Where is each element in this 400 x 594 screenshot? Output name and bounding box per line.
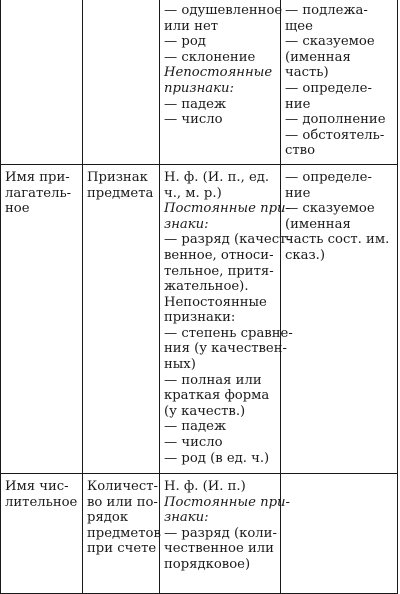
cell-text-line: чественное или bbox=[164, 541, 274, 557]
cell-text-line: или нет bbox=[164, 18, 219, 34]
cell-text-line: Непостоянные bbox=[164, 65, 273, 81]
cell-text-line: ное bbox=[5, 201, 30, 217]
cell-text-line: часть) bbox=[285, 65, 329, 81]
cell-text-line: ния (у качествен- bbox=[164, 341, 287, 357]
cell-text-line: признаки: bbox=[164, 310, 236, 326]
cell-text-line: предмета bbox=[87, 185, 154, 201]
part-of-speech-cell bbox=[1, 473, 83, 593]
cell-text-line: Н. ф. (И. п., ед. bbox=[164, 169, 270, 185]
table-row bbox=[1, 164, 398, 473]
cell-text-line: лагатель- bbox=[5, 185, 72, 201]
cell-text-line: сказ.) bbox=[285, 247, 326, 263]
table-row bbox=[1, 0, 398, 164]
cell-text-line: — разряд (коли- bbox=[164, 525, 277, 541]
cell-text-line: — сказуемое bbox=[285, 201, 375, 217]
cell-text-line: жательное). bbox=[164, 279, 249, 295]
cell-text-line: — подлежа- bbox=[285, 3, 368, 18]
cell-text-line: Непостоянные bbox=[164, 294, 267, 310]
cell-text-line: часть сост. им. bbox=[285, 232, 390, 248]
cell-text-line: — склонение bbox=[164, 49, 256, 65]
table-row bbox=[1, 473, 398, 593]
cell-text-line: знаки: bbox=[164, 510, 209, 526]
part-of-speech-cell bbox=[1, 0, 83, 164]
cell-text-line: ч., м. р.) bbox=[164, 185, 222, 201]
cell-text-line: — одушевленное bbox=[164, 3, 283, 18]
part-of-speech-cell bbox=[1, 164, 83, 473]
cell-text-line: при счете bbox=[87, 541, 157, 557]
meaning-cell bbox=[83, 0, 160, 164]
cell-text-line: Имя при- bbox=[5, 169, 70, 185]
morphological-features-cell bbox=[160, 164, 293, 473]
cell-text-line: — определе- bbox=[285, 169, 372, 185]
cell-text-line: — падеж bbox=[164, 419, 227, 435]
cell-text-line: — определе- bbox=[285, 80, 372, 96]
cell-text-line: — полная или bbox=[164, 372, 262, 388]
cell-text-line: лительное bbox=[5, 494, 78, 510]
cell-text-line: — степень сравне- bbox=[164, 325, 293, 341]
cell-text-line: краткая форма bbox=[164, 388, 270, 404]
cell-text-line: Количест- bbox=[87, 478, 158, 494]
cell-text-line: — обстоятель- bbox=[285, 127, 385, 143]
cell-text-line: — число bbox=[164, 435, 223, 451]
cell-text-line: во или по- bbox=[87, 494, 158, 510]
syntactic-role-cell bbox=[281, 164, 398, 473]
cell-text-line: рядок bbox=[87, 510, 129, 526]
cell-text-line: Постоянные при- bbox=[164, 494, 290, 510]
morphological-features-cell bbox=[160, 0, 281, 164]
cell-text-line: Признак bbox=[87, 169, 148, 185]
cell-text-line: — разряд (качест- bbox=[164, 232, 291, 248]
cell-text-line: порядковое) bbox=[164, 556, 251, 572]
cell-text-line: — род bbox=[164, 34, 206, 50]
cell-text-line: (именная bbox=[285, 216, 351, 232]
cell-text-line: Н. ф. (И. п.) bbox=[164, 478, 246, 494]
cell-text-line: признаки: bbox=[164, 80, 234, 96]
cell-text-line: ных) bbox=[164, 357, 196, 373]
cell-text-line: — падеж bbox=[164, 96, 227, 112]
cell-text-line: ние bbox=[285, 96, 311, 112]
cell-text-line: знаки: bbox=[164, 216, 209, 232]
cell-text-line: ство bbox=[285, 143, 316, 159]
syntactic-role-cell bbox=[281, 0, 398, 164]
cell-text-line: ние bbox=[285, 185, 311, 201]
cell-text-line: — число bbox=[164, 112, 223, 128]
cell-text-line: — род (в ед. ч.) bbox=[164, 450, 270, 466]
cell-text-line: Постоянные при- bbox=[164, 201, 290, 217]
cell-text-line: — сказуемое bbox=[285, 34, 375, 50]
cell-text-line: щее bbox=[285, 18, 313, 34]
cell-text-line: — дополнение bbox=[285, 112, 386, 128]
meaning-cell bbox=[83, 164, 160, 473]
morphological-features-cell bbox=[160, 473, 290, 593]
cell-text-line: предметов bbox=[87, 525, 161, 541]
cell-text-line: (именная bbox=[285, 49, 351, 65]
syntactic-role-cell bbox=[281, 473, 398, 593]
meaning-cell bbox=[83, 473, 160, 593]
cell-text-line: венное, относи- bbox=[164, 247, 274, 263]
cell-text-line: Имя чис- bbox=[5, 478, 69, 494]
cell-text-line: (у качеств.) bbox=[164, 403, 246, 419]
cell-text-line: тельное, притя- bbox=[164, 263, 274, 279]
